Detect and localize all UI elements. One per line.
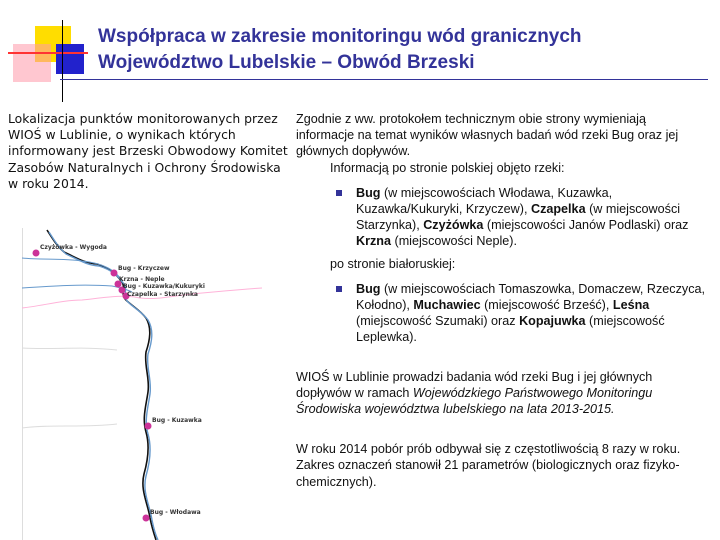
- title-line-2: Województwo Lubelskie – Obwód Brzeski: [98, 52, 475, 73]
- river-krzna: Krzna: [356, 234, 391, 249]
- right-column: [296, 111, 706, 490]
- river-lesna-details: (miejscowość Szumaki) oraz: [356, 314, 520, 329]
- river-bug-by-details: (w miejscowościach Tomaszowka, Domaczew, Rzeczyca, Kołodno),: [356, 281, 705, 313]
- river-bug-details: (w miejscowościach Włodawa, Kuzawka, Kuzawka/Kukuryki, Krzyczew),: [356, 185, 613, 217]
- intro-paragraph: Zgodnie z ww. protokołem technicznym obie strony wymieniają informacje na temat wyników własnych badań wód rzeki Bug oraz jej głównych dopływów.: [296, 112, 679, 159]
- map-background: [22, 228, 272, 540]
- point-czyzowka-wygoda: [33, 250, 40, 257]
- point-bug-wlodawa: [143, 515, 150, 522]
- label-czyzowka-wygoda: Czyżówka - Wygoda: [40, 244, 107, 251]
- label-bug-wlodawa: Bug - Włodawa: [150, 509, 201, 516]
- title-line-1: Współpraca w zakresie monitoringu wód granicznych: [98, 26, 582, 47]
- polish-rivers-bullet: [296, 185, 706, 250]
- point-bug-krzyczew: [111, 270, 118, 277]
- river-muchawiec: Muchawiec: [413, 298, 481, 313]
- title-underline: [60, 79, 708, 80]
- bullet-marker: [336, 190, 342, 196]
- label-bug-krzyczew: Bug - Krzyczew: [118, 265, 170, 272]
- river-lesna: Leśna: [612, 298, 650, 313]
- river-czapelka-details: (w miejscowości Starzynka),: [356, 202, 681, 233]
- deco-blue-square: [56, 44, 84, 74]
- river-czyzowka: Czyżówka: [423, 218, 484, 233]
- deco-pink-square: [13, 44, 51, 82]
- label-czapelka-starzynka: Czapelka - Starzynka: [127, 291, 198, 298]
- label-krzna-neple: Krzna - Neple: [119, 276, 165, 283]
- slide-title: [98, 24, 708, 76]
- wios-paragraph: [296, 369, 706, 418]
- river-kopajuwka-details: (miejscowość Leplewka).: [356, 314, 665, 345]
- label-bug-kuzawka: Bug - Kuzawka: [152, 417, 202, 424]
- wios-paragraph-italic: Wojewódzkiego Państwowego Monitoringu Środowiska województwa lubelskiego na lata 2013-2015.: [296, 385, 653, 417]
- river-bug: Bug: [356, 185, 381, 200]
- monitoring-map: [22, 228, 272, 540]
- river-czyzowka-details: (miejscowości Janów Podlaski) oraz: [483, 218, 689, 233]
- river-bug-by: Bug: [356, 281, 381, 296]
- wios-paragraph-text: WIOŚ w Lublinie prowadzi badania wód rzeki Bug i jej głównych dopływów w ramach: [296, 369, 653, 400]
- left-caption: Lokalizacja punktów monitorowanych przez WIOŚ w Lublinie, o wynikach których informowany jest Brzeski Obwodowy Komitet Zasobów Naturalnych i Ochrony Środowiska w roku 2014.: [8, 111, 288, 191]
- deco-red-hline: [8, 52, 88, 54]
- river-czapelka: Czapelka: [530, 202, 586, 217]
- label-bug-kuzawka-kukuryki: Bug - Kuzawka/Kukuryki: [123, 283, 205, 290]
- bullet-marker: [336, 286, 342, 292]
- point-bug-kuzawka: [145, 423, 152, 430]
- river-kopajuwka: Kopajuwka: [519, 314, 586, 329]
- year-paragraph: W roku 2014 pobór prób odbywał się z częstotliwością 8 razy w roku. Zakres oznaczeń stanowił 21 parametrów (biologicznych oraz fizyko-chemicznych).: [296, 442, 681, 489]
- polish-side-label: Informacją po stronie polskiej objęto rzeki:: [330, 160, 565, 175]
- river-muchawiec-details: (miejscowość Brześć),: [480, 298, 613, 313]
- deco-black-vline: [62, 20, 63, 102]
- belarus-side-label: po stronie białoruskiej:: [330, 256, 456, 271]
- river-krzna-details: (miejscowości Neple).: [391, 234, 517, 249]
- belarus-rivers-bullet: [296, 281, 706, 346]
